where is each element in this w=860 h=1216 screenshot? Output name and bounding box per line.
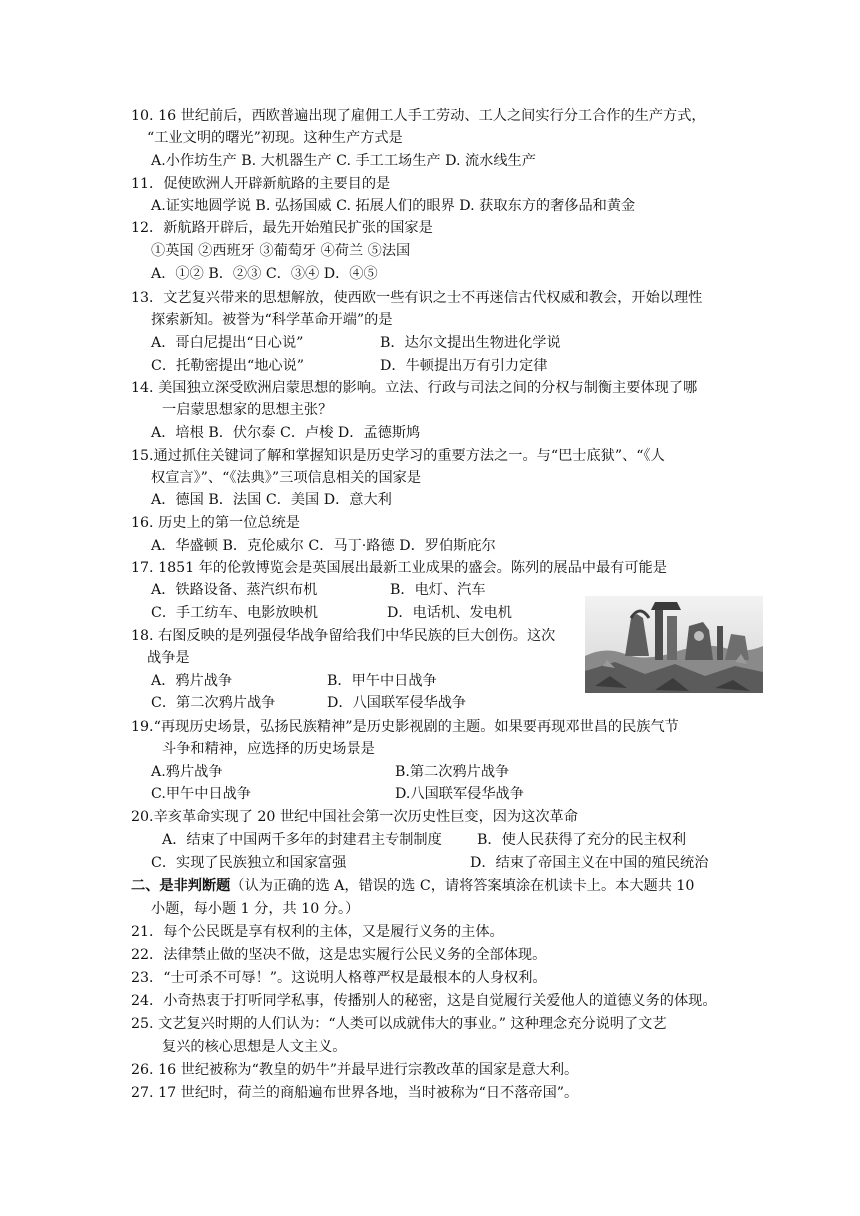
q20-option-c: C．实现了民族独立和国家富强 (151, 855, 347, 871)
q12-stem: 12．新航路开辟后，最先开始殖民扩张的国家是 (131, 220, 433, 236)
q17-option-b: B．电灯、汽车 (390, 582, 486, 598)
q18-option-a: A．鸦片战争 (151, 673, 233, 689)
tf-question-22: 22．法律禁止做的坚决不做，这是忠实履行公民义务的全部体现。 (131, 947, 547, 963)
q20-option-d: D．结束了帝国主义在中国的殖民统治 (470, 855, 709, 871)
q17-option-c: C．手工纺车、电影放映机 (151, 605, 318, 621)
q19-stem-line2: 斗争和精神，应选择的历史场景是 (162, 741, 375, 757)
q17-option-a: A．铁路设备、蒸汽织布机 (151, 582, 318, 598)
q15-stem-line2: 权宣言》”、“《法典》”三项信息相关的国家是 (151, 470, 422, 486)
q18-option-b: B．甲午中日战争 (327, 673, 437, 689)
q18-stem-line2: 战争是 (147, 650, 190, 666)
section-two-instruction-line2: 小题，每小题 1 分，共 10 分。） (151, 901, 360, 917)
section-two-title: 二、是非判断题 (131, 878, 231, 894)
q11-options: A.证实地圆学说 B. 弘扬国威 C. 拓展人们的眼界 D. 获取东方的奢侈品和黄金 (151, 198, 636, 214)
ruins-photo (585, 596, 763, 693)
q19-option-c: C.甲午中日战争 (151, 786, 251, 802)
q12-items: ①英国 ②西班牙 ③葡萄牙 ④荷兰 ⑤法国 (151, 243, 411, 259)
q14-options: A．培根 B．伏尔泰 C．卢梭 D．孟德斯鸠 (151, 425, 421, 441)
q19-option-b: B.第二次鸦片战争 (395, 764, 510, 780)
tf-question-21: 21．每个公民既是享有权利的主体，又是履行义务的主体。 (131, 924, 504, 940)
q13-option-a: A．哥白尼提出“日心说” (151, 335, 304, 351)
q11-stem: 11．促使欧洲人开辟新航路的主要目的是 (131, 176, 391, 192)
q15-options: A．德国 B．法国 C．美国 D．意大利 (151, 492, 392, 508)
q14-stem-line1: 14. 美国独立深受欧洲启蒙思想的影响。立法、行政与司法之间的分权与制衡主要体现了哪 (131, 380, 698, 396)
q19-stem-line1: 19.“再现历史场景，弘扬民族精神”是历史影视剧的主题。如果要再现邓世昌的民族气节 (131, 719, 679, 735)
section-two-instruction: （认为正确的选 A，错误的选 C，请将答案填涂在机读卡上。本大题共 10 (230, 878, 695, 894)
q10-stem-line2: “工业文明的曙光”初现。这种生产方式是 (147, 130, 403, 146)
q13-option-b: B．达尔文提出生物进化学说 (380, 335, 561, 351)
q20-option-a: A．结束了中国两千多年的封建君主专制制度 (162, 832, 442, 848)
tf-question-26: 26. 16 世纪被称为“教皇的奶牛”并最早进行宗教改革的国家是意大利。 (131, 1062, 579, 1078)
q12-options: A．①② B．②③ C．③④ D．④⑤ (151, 266, 378, 282)
q13-option-d: D．牛顿提出万有引力定律 (380, 358, 548, 374)
q18-option-c: C．第二次鸦片战争 (151, 695, 276, 711)
q19-option-a: A.鸦片战争 (151, 764, 223, 780)
q14-stem-line2: 一启蒙思想家的思想主张？ (162, 402, 333, 418)
q13-stem-line2: 探索新知。被誉为“科学革命开端”的是 (151, 312, 393, 328)
q16-stem: 16. 历史上的第一位总统是 (131, 515, 300, 531)
q19-option-d: D.八国联军侵华战争 (395, 786, 524, 802)
q16-options: A．华盛顿 B．克伦威尔 C．马丁·路德 D．罗伯斯庇尔 (151, 538, 496, 554)
q10-options: A.小作坊生产 B. 大机器生产 C. 手工工场生产 D. 流水线生产 (151, 153, 536, 169)
q17-stem: 17. 1851 年的伦敦博览会是英国展出最新工业成果的盛会。陈列的展品中最有可能是 (131, 560, 667, 576)
q10-stem-line1: 10. 16 世纪前后，西欧普遍出现了雇佣工人手工劳动、工人之间实行分工合作的生产方式， (131, 108, 706, 124)
q18-stem-line1: 18. 右图反映的是列强侵华战争留给我们中华民族的巨大创伤。这次 (131, 628, 556, 644)
q13-stem-line1: 13．文艺复兴带来的思想解放，使西欧一些有识之士不再迷信古代权威和教会，开始以理性 (131, 290, 703, 306)
q15-stem-line1: 15.通过抓住关键词了解和掌握知识是历史学习的重要方法之一。与“巴士底狱”、“《人 (131, 448, 665, 464)
q13-option-c: C．托勒密提出“地心说” (151, 358, 305, 374)
q18-option-d: D．八国联军侵华战争 (327, 695, 467, 711)
tf-question-25-line1: 25. 文艺复兴时期的人们认为：“人类可以成就伟大的事业。” 这种理念充分说明了文艺 (131, 1016, 667, 1032)
tf-question-25-line2: 复兴的核心思想是人文主义。 (162, 1039, 347, 1055)
q20-stem: 20.辛亥革命实现了 20 世纪中国社会第一次历史性巨变，因为这次革命 (131, 809, 578, 825)
q20-option-b: B．使人民获得了充分的民主权利 (477, 832, 687, 848)
q17-option-d: D．电话机、发电机 (387, 605, 512, 621)
tf-question-27: 27. 17 世纪时，荷兰的商船遍布世界各地，当时被称为“日不落帝国”。 (131, 1085, 579, 1101)
section-two-heading (131, 876, 694, 896)
tf-question-24: 24．小奇热衷于打听同学私事，传播别人的秘密，这是自觉履行关爱他人的道德义务的体现。 (131, 993, 717, 1009)
tf-question-23: 23．“士可杀不可辱！”。这说明人格尊严权是最根本的人身权利。 (131, 970, 547, 986)
